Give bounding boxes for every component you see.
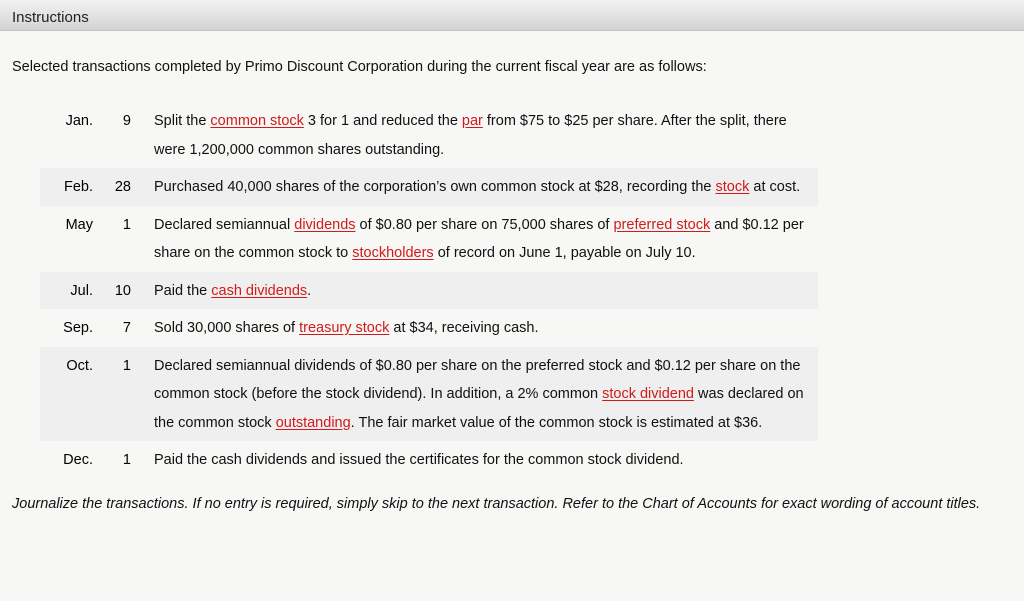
- transaction-day: 1: [122, 357, 131, 374]
- glossary-term-link[interactable]: dividends: [294, 216, 356, 233]
- header-title: Instructions: [12, 9, 89, 26]
- description-text: of $0.80 per share on 75,000 shares of: [355, 216, 614, 233]
- description-text: . The fair market value of the common stock is estimated at $36.: [350, 414, 763, 431]
- transaction-month: Feb.: [63, 179, 93, 195]
- transaction-day: 9: [122, 113, 131, 129]
- intro-text: Selected transactions completed by Primo Discount Corporation during the current fiscal year are as follows:: [12, 59, 707, 75]
- description-text: Split the: [154, 113, 211, 129]
- glossary-term-link[interactable]: stock: [715, 179, 750, 195]
- glossary-term-link[interactable]: par: [461, 113, 483, 129]
- transaction-row: [40, 168, 818, 206]
- description-text: at cost.: [749, 179, 801, 195]
- description-text: 3 for 1 and reduced the: [303, 113, 462, 129]
- transaction-description: [131, 352, 818, 438]
- transaction-month: May: [65, 216, 93, 233]
- description-text: .: [307, 282, 312, 299]
- description-text: Sold 30,000 shares of: [154, 320, 300, 336]
- transaction-row: [40, 102, 818, 168]
- transactions-table: [40, 102, 818, 479]
- transaction-description: [131, 314, 818, 343]
- transaction-row: [40, 309, 818, 347]
- transaction-day: 10: [114, 282, 131, 299]
- transaction-day: 28: [114, 179, 131, 195]
- description-text: Paid the: [154, 282, 212, 299]
- description-text: from $75 to $25 per share. After the split, there were 1,200,000 common shares outstanding.: [154, 113, 787, 158]
- glossary-term-link[interactable]: stockholders: [352, 245, 434, 261]
- transaction-month: Dec.: [63, 452, 93, 468]
- journalize-instructions: Journalize the transactions. If no entry is required, simply skip to the next transaction. Refer to the Chart of Accounts for exact wording of account titles.: [12, 496, 981, 512]
- instructions-header-bar: [0, 0, 1024, 31]
- description-text: at $34, receiving cash.: [389, 320, 539, 336]
- description-text: and $0.12 per share on the common stock to: [154, 216, 804, 261]
- transaction-row: [40, 272, 818, 310]
- glossary-term-link[interactable]: outstanding: [275, 414, 351, 431]
- transaction-row: [40, 441, 818, 479]
- transaction-month: Jul.: [70, 282, 93, 299]
- transaction-month: Jan.: [65, 113, 93, 129]
- transaction-description: [131, 173, 818, 202]
- transaction-day: 1: [122, 216, 131, 233]
- transaction-month: Oct.: [66, 357, 93, 374]
- glossary-term-link[interactable]: stock dividend: [602, 386, 694, 402]
- description-text: Declared semiannual: [154, 216, 295, 233]
- glossary-term-link[interactable]: preferred stock: [613, 216, 711, 233]
- transaction-row: [40, 206, 818, 272]
- transaction-description: [131, 211, 818, 268]
- transaction-day: 1: [122, 452, 131, 468]
- glossary-term-link[interactable]: common stock: [210, 113, 304, 129]
- description-text: Paid the cash dividends and issued the certificates for the common stock dividend.: [154, 452, 684, 468]
- transaction-description: [131, 107, 818, 164]
- description-text: Purchased 40,000 shares of the corporation’s own common stock at $28, recording the: [154, 179, 716, 195]
- transaction-description: [131, 446, 818, 475]
- description-text: of record on June 1, payable on July 10.: [433, 245, 696, 261]
- transaction-day: 7: [122, 320, 131, 336]
- glossary-term-link[interactable]: treasury stock: [299, 320, 390, 336]
- description-text: was declared on the common stock: [154, 386, 804, 431]
- transaction-month: Sep.: [63, 320, 93, 336]
- glossary-term-link[interactable]: cash dividends: [211, 282, 308, 299]
- description-text: Declared semiannual dividends of $0.80 per share on the preferred stock and $0.12 per share on the common stock (before the stock dividend). In addition, a 2% common: [154, 357, 801, 402]
- transaction-row: [40, 347, 818, 442]
- transaction-description: [131, 277, 818, 306]
